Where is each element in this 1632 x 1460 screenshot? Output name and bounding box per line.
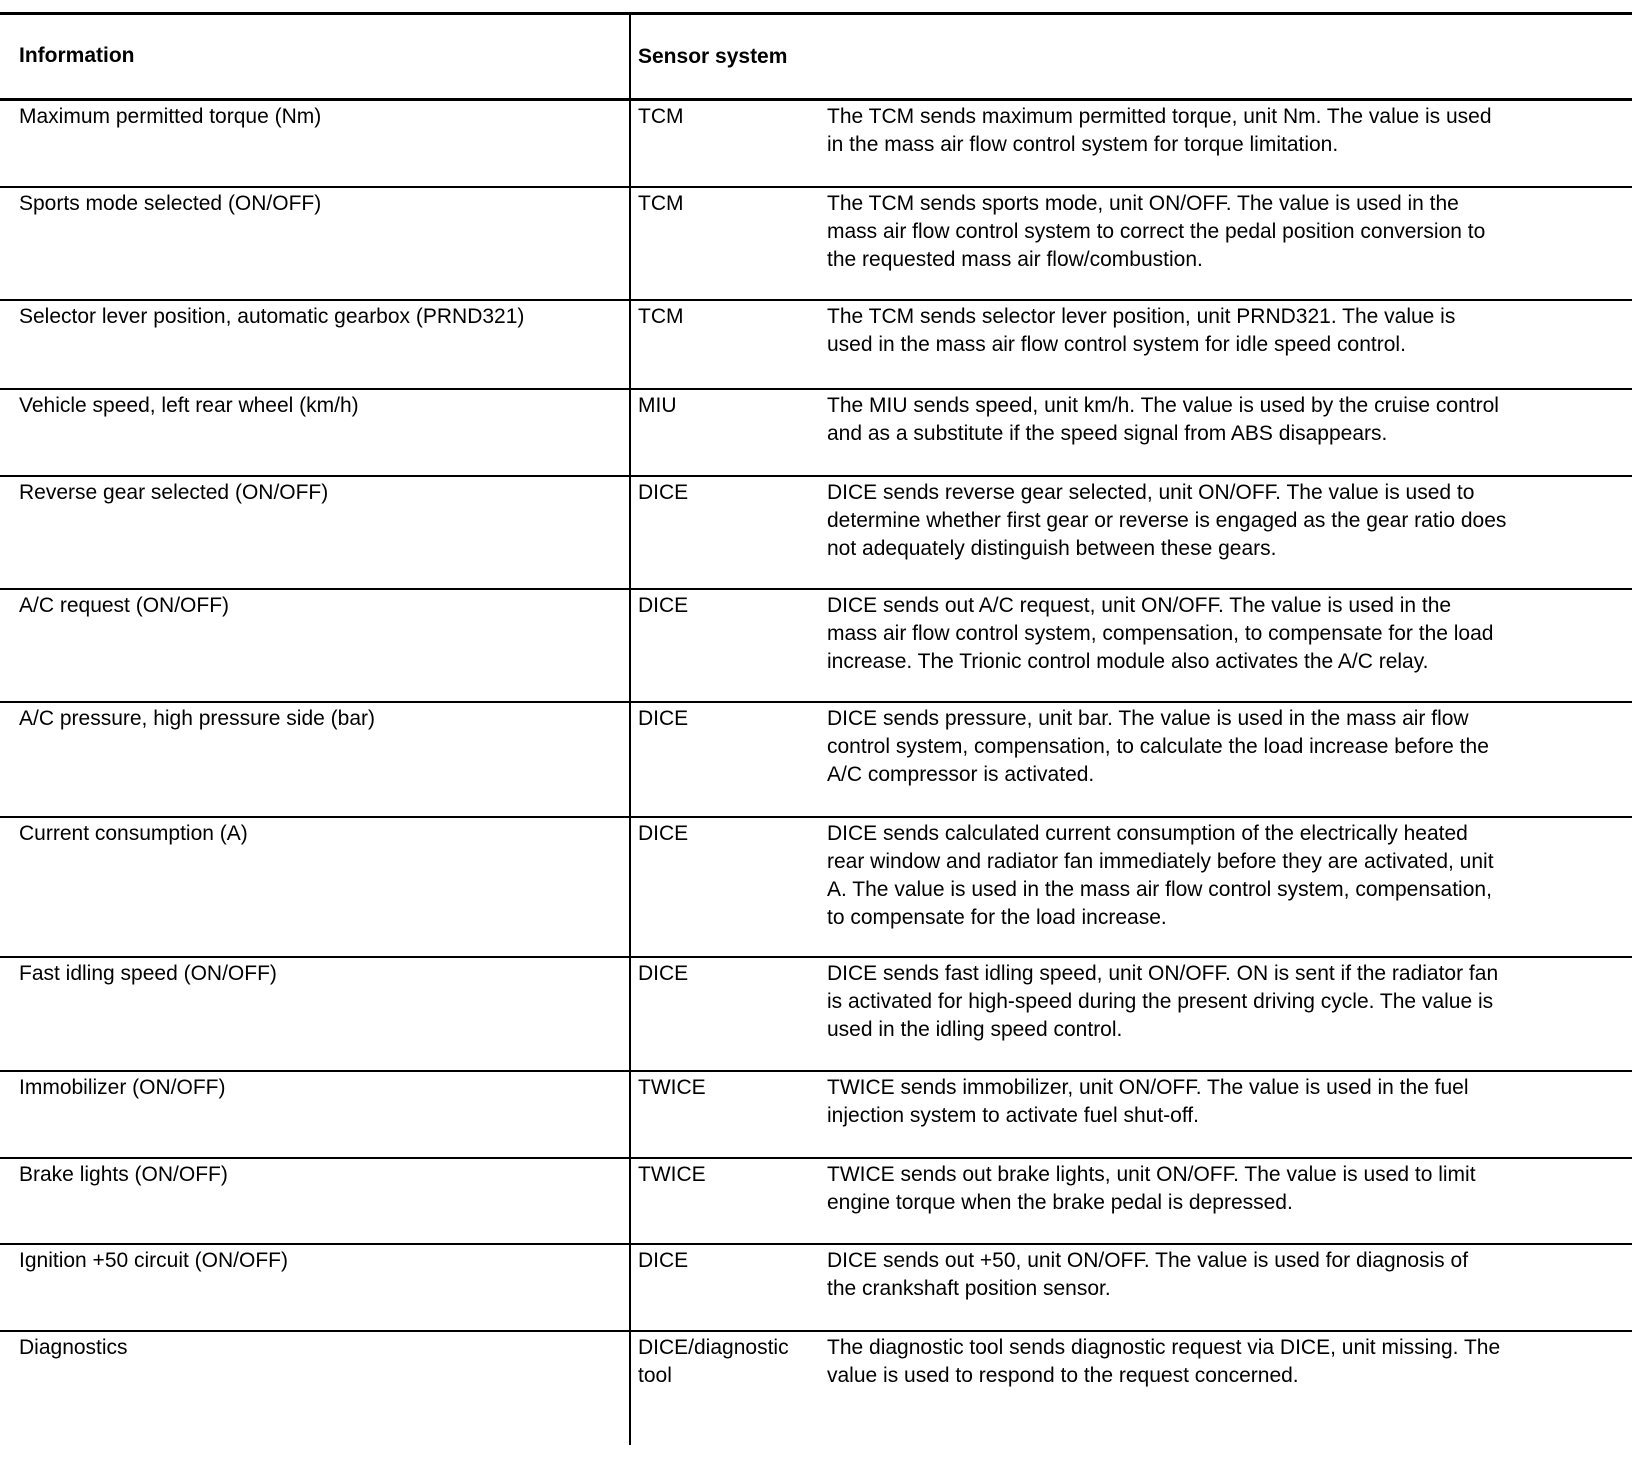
table-row xyxy=(0,1332,1632,1392)
cell-information: A/C request (ON/OFF) xyxy=(19,594,230,617)
cell-sensor-system: DICE/diagnostic tool xyxy=(638,1336,789,1387)
cell-information: A/C pressure, high pressure side (bar) xyxy=(19,707,375,730)
description-line: A. The value is used in the mass air flow control system, compensation, xyxy=(827,878,1492,901)
cell-information: Ignition +50 circuit (ON/OFF) xyxy=(19,1249,288,1272)
description-line: DICE sends pressure, unit bar. The value is used in the mass air flow xyxy=(827,707,1469,730)
description-line: DICE sends calculated current consumption of the electrically heated xyxy=(827,822,1468,845)
cell-sensor-system: DICE xyxy=(638,962,689,985)
description-line: A/C compressor is activated. xyxy=(827,763,1095,786)
description-line: mass air flow control system, compensation, to compensate for the load xyxy=(827,622,1494,645)
cell-description xyxy=(827,303,1455,359)
description-line: engine torque when the brake pedal is depressed. xyxy=(827,1191,1293,1214)
description-line: not adequately distinguish between these gears. xyxy=(827,537,1277,560)
description-line: DICE sends reverse gear selected, unit ON/OFF. The value is used to xyxy=(827,481,1475,504)
cell-description xyxy=(827,960,1498,1044)
description-line: rear window and radiator fan immediately before they are activated, unit xyxy=(827,850,1494,873)
cell-description xyxy=(827,820,1494,932)
table-body xyxy=(0,101,1632,1392)
cell-sensor-system: TWICE xyxy=(638,1076,706,1099)
description-line: The diagnostic tool sends diagnostic request via DICE, unit missing. The xyxy=(827,1336,1501,1359)
table-row xyxy=(0,958,1632,1072)
table-row xyxy=(0,590,1632,703)
description-line: the requested mass air flow/combustion. xyxy=(827,248,1203,271)
cell-description xyxy=(827,1247,1468,1303)
cell-information: Brake lights (ON/OFF) xyxy=(19,1163,228,1186)
description-line: the crankshaft position sensor. xyxy=(827,1277,1111,1300)
table-row xyxy=(0,1245,1632,1332)
table-row xyxy=(0,390,1632,477)
cell-description xyxy=(827,392,1499,448)
description-line: The TCM sends sports mode, unit ON/OFF. The value is used in the xyxy=(827,192,1459,215)
description-line: The TCM sends maximum permitted torque, unit Nm. The value is used xyxy=(827,105,1492,128)
table-row xyxy=(0,477,1632,590)
header-information: Information xyxy=(19,44,135,67)
description-line: DICE sends out +50, unit ON/OFF. The value is used for diagnosis of xyxy=(827,1249,1469,1272)
description-line: DICE sends out A/C request, unit ON/OFF. The value is used in the xyxy=(827,594,1452,617)
table-row xyxy=(0,301,1632,390)
cell-sensor-system: DICE xyxy=(638,481,689,504)
cell-information: Maximum permitted torque (Nm) xyxy=(19,105,322,128)
table-row xyxy=(0,1072,1632,1159)
description-line: TWICE sends out brake lights, unit ON/OFF. The value is used to limit xyxy=(827,1163,1476,1186)
cell-sensor-system: TCM xyxy=(638,192,684,215)
table-row xyxy=(0,188,1632,301)
cell-information: Current consumption (A) xyxy=(19,822,248,845)
description-line: and as a substitute if the speed signal from ABS disappears. xyxy=(827,422,1388,445)
cell-sensor-system: DICE xyxy=(638,1249,689,1272)
cell-information: Immobilizer (ON/OFF) xyxy=(19,1076,226,1099)
description-line: injection system to activate fuel shut-off. xyxy=(827,1104,1199,1127)
cell-description xyxy=(827,705,1489,789)
description-line: is activated for high-speed during the present driving cycle. The value is xyxy=(827,990,1494,1013)
description-line: control system, compensation, to calculate the load increase before the xyxy=(827,735,1489,758)
table-header xyxy=(0,15,1632,98)
cell-description xyxy=(827,190,1485,274)
cell-description xyxy=(827,1334,1500,1390)
cell-sensor-system: TCM xyxy=(638,305,684,328)
description-line: TWICE sends immobilizer, unit ON/OFF. The value is used in the fuel xyxy=(827,1076,1469,1099)
table-row xyxy=(0,101,1632,188)
cell-sensor-system: DICE xyxy=(638,822,689,845)
description-line: used in the idling speed control. xyxy=(827,1018,1123,1041)
cell-sensor-system: TWICE xyxy=(638,1163,706,1186)
cell-sensor-system: TCM xyxy=(638,105,684,128)
cell-information: Selector lever position, automatic gearbox (PRND321) xyxy=(19,305,525,328)
header-sensor-system: Sensor system xyxy=(638,45,788,68)
table-row xyxy=(0,703,1632,818)
description-line: mass air flow control system to correct the pedal position conversion to xyxy=(827,220,1486,243)
cell-sensor-system: DICE xyxy=(638,707,689,730)
table-row xyxy=(0,1159,1632,1245)
cell-information: Fast idling speed (ON/OFF) xyxy=(19,962,277,985)
description-line: DICE sends fast idling speed, unit ON/OFF. ON is sent if the radiator fan xyxy=(827,962,1499,985)
description-line: The TCM sends selector lever position, unit PRND321. The value is xyxy=(827,305,1456,328)
description-line: to compensate for the load increase. xyxy=(827,906,1167,929)
cell-information: Diagnostics xyxy=(19,1336,128,1359)
description-line: used in the mass air flow control system for idle speed control. xyxy=(827,333,1406,356)
cell-description xyxy=(827,103,1492,159)
cell-sensor-system: MIU xyxy=(638,394,677,417)
description-line: determine whether first gear or reverse is engaged as the gear ratio does xyxy=(827,509,1507,532)
cell-description xyxy=(827,479,1506,563)
description-line: value is used to respond to the request concerned. xyxy=(827,1364,1299,1387)
description-line: in the mass air flow control system for torque limitation. xyxy=(827,133,1339,156)
cell-description xyxy=(827,1161,1476,1217)
cell-description xyxy=(827,1074,1469,1130)
table-row xyxy=(0,818,1632,958)
cell-description xyxy=(827,592,1493,676)
cell-information: Reverse gear selected (ON/OFF) xyxy=(19,481,329,504)
description-line: The MIU sends speed, unit km/h. The value is used by the cruise control xyxy=(827,394,1499,417)
cell-information: Vehicle speed, left rear wheel (km/h) xyxy=(19,394,359,417)
cell-information: Sports mode selected (ON/OFF) xyxy=(19,192,322,215)
description-line: increase. The Trionic control module also activates the A/C relay. xyxy=(827,650,1429,673)
cell-sensor-system: DICE xyxy=(638,594,689,617)
